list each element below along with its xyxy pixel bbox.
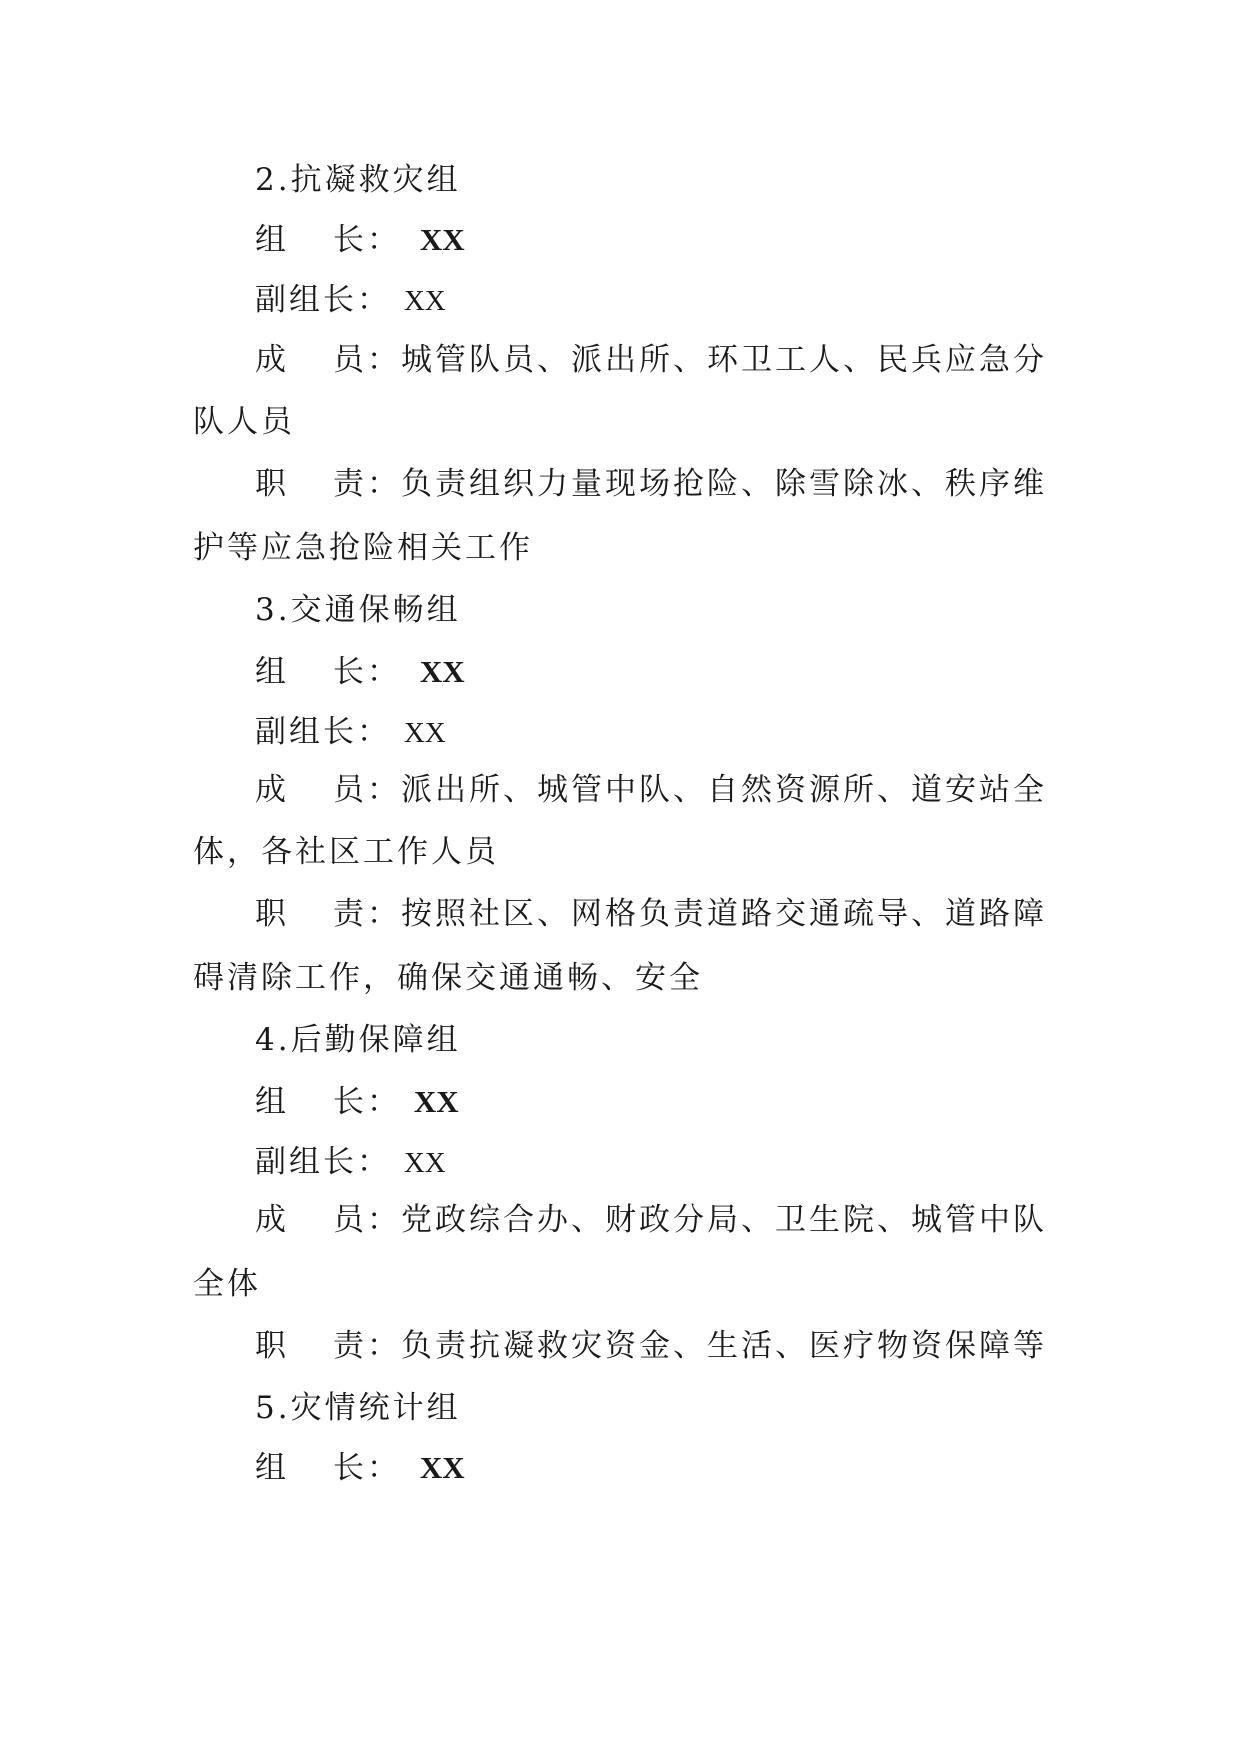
- duty-label-b: 责：: [333, 896, 401, 932]
- section-heading-text: 3.交通保畅组: [255, 592, 461, 628]
- leader-label-a: 组: [255, 1450, 289, 1486]
- members-label-a: 成: [255, 342, 289, 378]
- duty-label-b: 责：: [333, 466, 401, 502]
- members-label-a: 成: [255, 1202, 289, 1238]
- leader-line: [255, 220, 465, 260]
- members-label-a: 成: [255, 772, 289, 808]
- members-label-b: 员：: [333, 772, 401, 808]
- members-text-cont: 队人员: [193, 404, 295, 440]
- duty-continuation: [193, 528, 533, 568]
- duty-text-cont: 护等应急抢险相关工作: [193, 530, 533, 566]
- duty-line: [255, 894, 1047, 934]
- leader-value: XX: [419, 222, 465, 257]
- leader-line: [255, 1082, 459, 1122]
- leader-label-b: 长：: [333, 654, 401, 690]
- deputy-value: XX: [403, 717, 446, 749]
- deputy-value: XX: [403, 1147, 446, 1179]
- leader-line: [255, 1448, 465, 1488]
- leader-value: XX: [419, 654, 465, 689]
- deputy-line: [255, 1142, 446, 1183]
- leader-value: XX: [419, 1450, 465, 1485]
- deputy-line: [255, 280, 446, 321]
- deputy-label: 副组长：: [255, 714, 391, 750]
- section-heading: [255, 590, 461, 630]
- section-heading-text: 5.灾情统计组: [255, 1390, 461, 1426]
- section-heading: [255, 1020, 461, 1060]
- deputy-value: XX: [403, 285, 446, 317]
- deputy-label: 副组长：: [255, 282, 391, 318]
- section-heading: [255, 160, 461, 200]
- duty-label-a: 职: [255, 466, 289, 502]
- section-heading: [255, 1388, 461, 1428]
- deputy-label: 副组长：: [255, 1144, 391, 1180]
- leader-label-b: 长：: [333, 1450, 401, 1486]
- duty-text-cont: 碍清除工作，确保交通通畅、安全: [193, 960, 703, 996]
- members-text-cont: 体，各社区工作人员: [193, 834, 499, 870]
- duty-label-a: 职: [255, 1328, 289, 1364]
- leader-label-a: 组: [255, 222, 289, 258]
- members-continuation: [193, 402, 295, 442]
- members-continuation: [193, 832, 499, 872]
- duty-label-a: 职: [255, 896, 289, 932]
- members-text: 党政综合办、财政分局、卫生院、城管中队: [401, 1202, 1047, 1238]
- members-text: 派出所、城管中队、自然资源所、道安站全: [401, 772, 1047, 808]
- members-text: 城管队员、派出所、环卫工人、民兵应急分: [401, 342, 1047, 378]
- duty-line: [255, 1326, 1047, 1366]
- duty-text: 负责抗凝救灾资金、生活、医疗物资保障等: [401, 1328, 1047, 1364]
- members-line: [255, 1200, 1047, 1240]
- leader-label-a: 组: [255, 1084, 289, 1120]
- section-heading-text: 2.抗凝救灾组: [255, 162, 461, 198]
- duty-line: [255, 464, 1047, 504]
- duty-text: 负责组织力量现场抢险、除雪除冰、秩序维: [401, 466, 1047, 502]
- members-continuation: [193, 1264, 261, 1304]
- leader-label-b: 长：: [333, 1084, 401, 1120]
- members-line: [255, 340, 1055, 380]
- members-label-b: 员：: [333, 1202, 401, 1238]
- section-heading-text: 4.后勤保障组: [255, 1022, 461, 1058]
- duty-continuation: [193, 958, 703, 998]
- deputy-line: [255, 712, 446, 753]
- leader-label-b: 长：: [333, 222, 401, 258]
- leader-value: XX: [413, 1084, 459, 1119]
- members-line: [255, 770, 1047, 810]
- duty-text: 按照社区、网格负责道路交通疏导、道路障: [401, 896, 1047, 932]
- members-text-cont: 全体: [193, 1266, 261, 1302]
- leader-label-a: 组: [255, 654, 289, 690]
- members-label-b: 员：: [333, 342, 401, 378]
- leader-line: [255, 652, 465, 692]
- duty-label-b: 责：: [333, 1328, 401, 1364]
